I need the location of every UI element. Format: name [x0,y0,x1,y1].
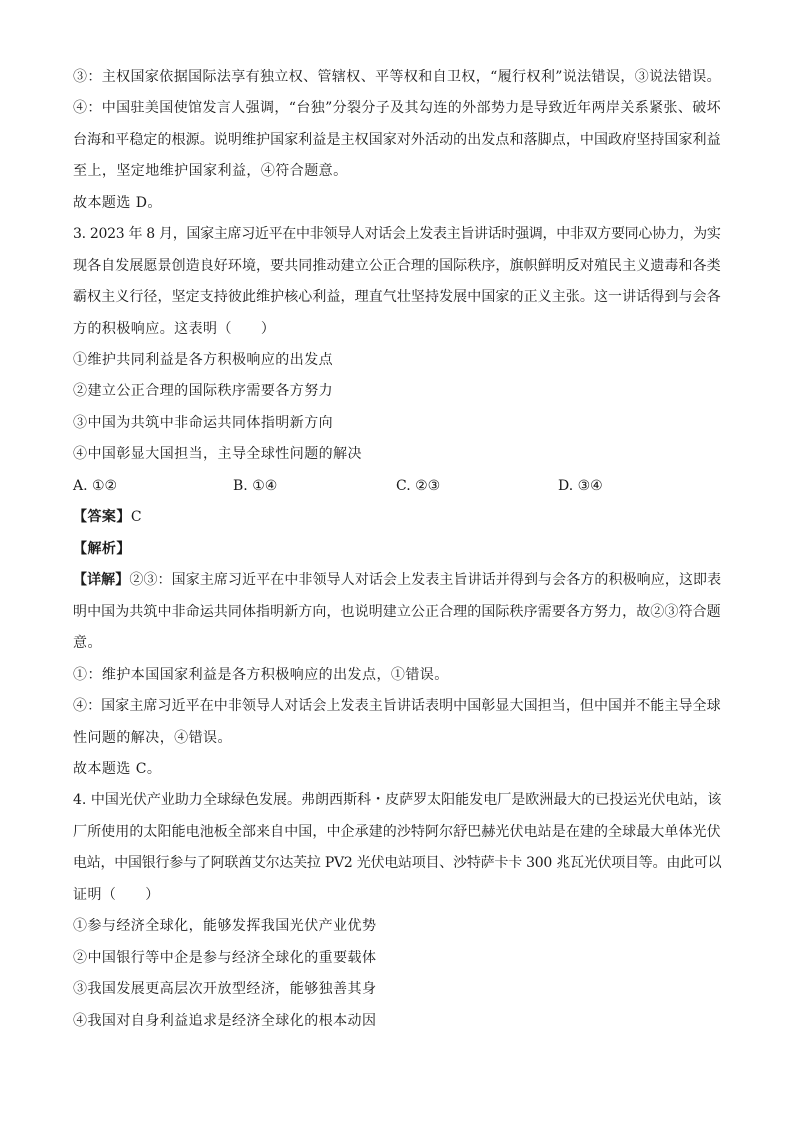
analysis-line: ③：主权国家依据国际法享有独立权、管辖权、平等权和自卫权，“履行权利”说法错误，③说法错误。 [73,69,722,85]
statement-item: ②中国银行等中企是参与经济全球化的重要载体 [73,950,377,966]
option-d: D. ③④ [558,478,603,494]
answer-tag: 【答案】 [73,509,131,525]
statement-item: ③我国发展更高层次开放型经济，能够独善其身 [73,981,377,997]
answer-line [73,508,142,526]
statement-item: ①维护共同利益是各方积极响应的出发点 [73,352,334,368]
detail-line: 意。 [73,635,102,651]
statement-item: ③中国为共筑中非命运共同体指明新方向 [73,415,334,431]
conclusion-line: 故本题选 C。 [73,761,162,777]
question-stem-line: 证明（ ） [73,887,160,903]
option-b: B. ①④ [233,478,278,494]
detail-line: 明中国为共筑中非命运共同体指明新方向，也说明建立公正合理的国际秩序需要各方努力，故②③符合题 [73,604,721,620]
conclusion-line: 故本题选 D。 [73,195,162,211]
detail-line [73,571,721,589]
analysis-line: 至上，坚定地维护国家利益，④符合题意。 [73,163,348,179]
analysis-tag: 【解析】 [73,541,131,557]
option-c: C. ②③ [396,478,441,494]
detail-tag: 【详解】 [73,572,130,588]
question-stem-line: 4. 中国光伏产业助力全球绿色发展。弗朗西斯科・皮萨罗太阳能发电厂是欧洲最大的已投运光伏电站，该 [73,792,722,808]
statement-item: ④我国对自身利益追求是经济全球化的根本动因 [73,1013,377,1029]
detail-line: ①：维护本国国家利益是各方积极响应的出发点，①错误。 [73,667,449,683]
question-stem-line: 现各自发展愿景创造良好环境，要共同推动建立公正合理的国际秩序，旗帜鲜明反对殖民主义遗毒和各类 [73,258,721,274]
statement-item: ④中国彰显大国担当，主导全球性问题的解决 [73,446,362,462]
option-a: A. ①② [73,478,118,494]
statement-item: ②建立公正合理的国际秩序需要各方努力 [73,383,334,399]
answer-value: C [130,509,142,525]
analysis-line: 台海和平稳定的根源。说明维护国家利益是主权国家对外活动的出发点和落脚点，中国政府坚持国家利益 [73,132,721,148]
question-stem-line: 方的积极响应。这表明（ ） [73,321,276,337]
question-stem-line: 3. 2023 年 8 月，国家主席习近平在中非领导人对话会上发表主旨讲话时强调，中非双方要同心协力，为实 [73,226,721,242]
question-stem-line: 霸权主义行径，坚定支持彼此维护核心利益，理直气壮坚持发展中国家的正义主张。这一讲话得到与会各 [73,289,721,305]
detail-line: 性问题的解决，④错误。 [73,730,232,746]
analysis-line: ④：中国驻美国使馆发言人强调，“台独”分裂分子及其勾连的外部势力是导致近年两岸关系紧张、破坏 [73,100,722,116]
statement-item: ①参与经济全球化，能够发挥我国光伏产业优势 [73,918,377,934]
question-stem-line: 电站，中国银行参与了阿联酋艾尔达芙拉 PV2 光伏电站项目、沙特萨卡卡 300 兆瓦光伏项目等。由此可以 [73,855,722,871]
question-stem-line: 厂所使用的太阳能电池板全部来自中国，中企承建的沙特阿尔舒巴赫光伏电站是在建的全球最大单体光伏 [73,824,721,840]
detail-line: ④：国家主席习近平在中非领导人对话会上发表主旨讲话表明中国彰显大国担当，但中国并不能主导全球 [73,698,721,714]
detail-text: ②③：国家主席习近平在中非领导人对话会上发表主旨讲话并得到与会各方的积极响应，这即表 [129,572,722,588]
